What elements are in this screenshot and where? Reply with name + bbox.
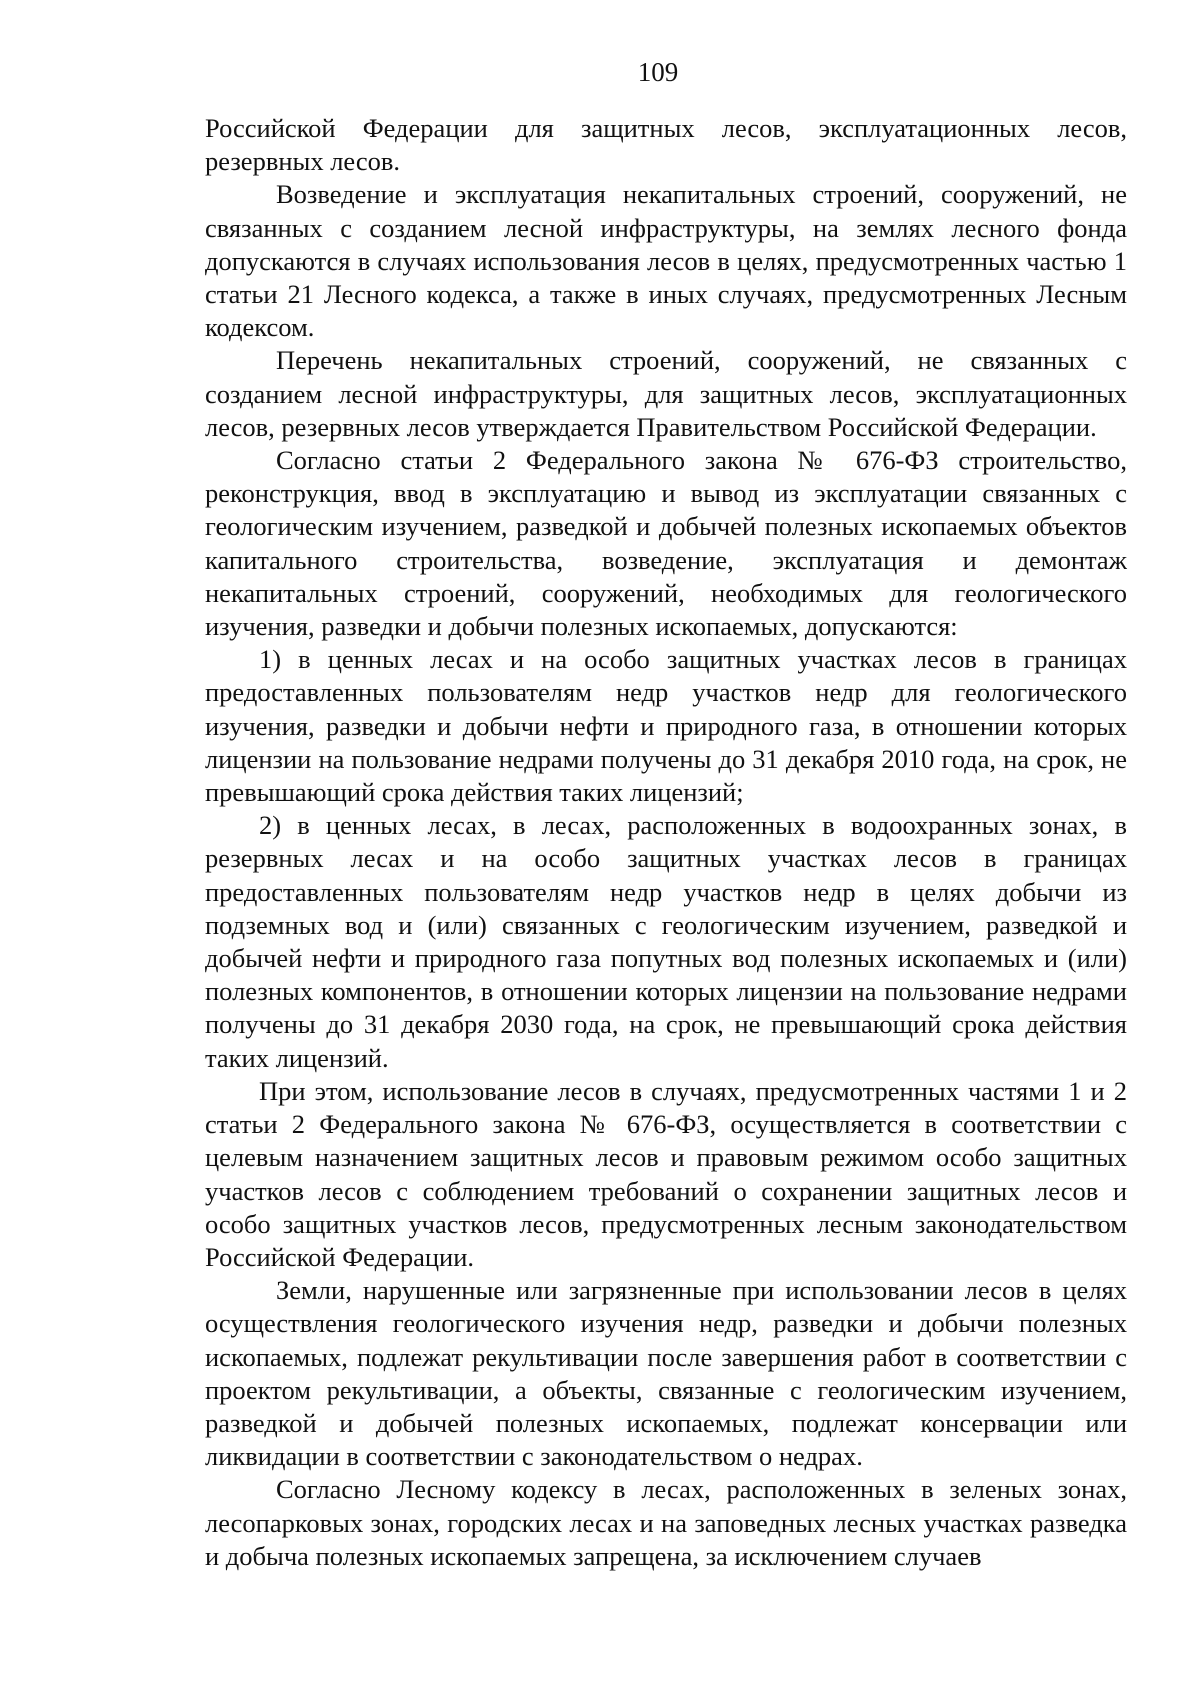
page-number: 109 <box>637 57 679 87</box>
paragraph-land-reclamation: Земли, нарушенные или загрязненные при использовании лесов в целях осуществления геологического изучения недр, разведки и добычи полезных ископаемых, подлежат рекультивации после завершения работ в соответствии с проектом рекультивации, а объекты, связанные с геологическим изучением, разведкой и добычей полезных ископаемых, подлежат консервации или ликвидации в соответствии с законодательством о недрах. <box>205 1275 1127 1472</box>
list-item-1: 1) в ценных лесах и на особо защитных участках лесов в границах предоставленных пользователям недр участков недр для геологического изучения, разведки и добычи нефти и природного газа, в отношении которых лицензии на пользование недрами получены до 31 декабря 2010 года, на срок, не превышающий срока действия таких лицензий; <box>205 644 1127 808</box>
paragraph-federal-law-676: Согласно статьи 2 Федерального закона № 676-ФЗ строительство, реконструкция, ввод в эксплуатацию и вывод из эксплуатации связанных с геологическим изучением, разведкой и добычей полезных ископаемых объектов капитального строительства, возведение, эксплуатация и демонтаж некапитальных строений, сооружений, необходимых для геологического изучения, разведки и добычи полезных ископаемых, допускаются: <box>205 445 1127 642</box>
paragraph-forest-use: При этом, использование лесов в случаях, предусмотренных частями 1 и 2 статьи 2 Федерального закона № 676-ФЗ, осуществляется в соответствии с целевым назначением защитных лесов и правовым режимом особо защитных участков лесов с соблюдением требований о сохранении защитных лесов и особо защитных участков лесов, предусмотренных лесным законодательством Российской Федерации. <box>205 1075 1127 1272</box>
document-body <box>205 112 1127 1573</box>
paragraph-list-approval: Перечень некапитальных строений, сооружений, не связанных с созданием лесной инфраструктуры, для защитных лесов, эксплуатационных лесов, резервных лесов утверждается Правительством Российской Федерации. <box>205 345 1127 442</box>
list-item-2: 2) в ценных лесах, в лесах, расположенных в водоохранных зонах, в резервных лесах и на особо защитных участках лесов в границах предоставленных пользователям недр участков недр в целях добычи из подземных вод и (или) связанных с геологическим изучением, разведкой и добычей нефти и природного газа попутных вод полезных ископаемых и (или) полезных компонентов, в отношении которых лицензии на пользование недрами получены до 31 декабря 2030 года, на срок, не превышающий срока действия таких лицензий. <box>205 810 1127 1073</box>
paragraph-continuation: Российской Федерации для защитных лесов, эксплуатационных лесов, резервных лесов. <box>205 113 1127 177</box>
paragraph-green-zones: Согласно Лесному кодексу в лесах, расположенных в зеленых зонах, лесопарковых зонах, городских лесах и на заповедных лесных участках разведка и добыча полезных ископаемых запрещена, за исключением случаев <box>205 1474 1127 1571</box>
paragraph-non-capital-structures: Возведение и эксплуатация некапитальных строений, сооружений, не связанных с созданием лесной инфраструктуры, на землях лесного фонда допускаются в случаях использования лесов в целях, предусмотренных частью 1 статьи 21 Лесного кодекса, а также в иных случаях, предусмотренных Лесным кодексом. <box>205 179 1127 343</box>
